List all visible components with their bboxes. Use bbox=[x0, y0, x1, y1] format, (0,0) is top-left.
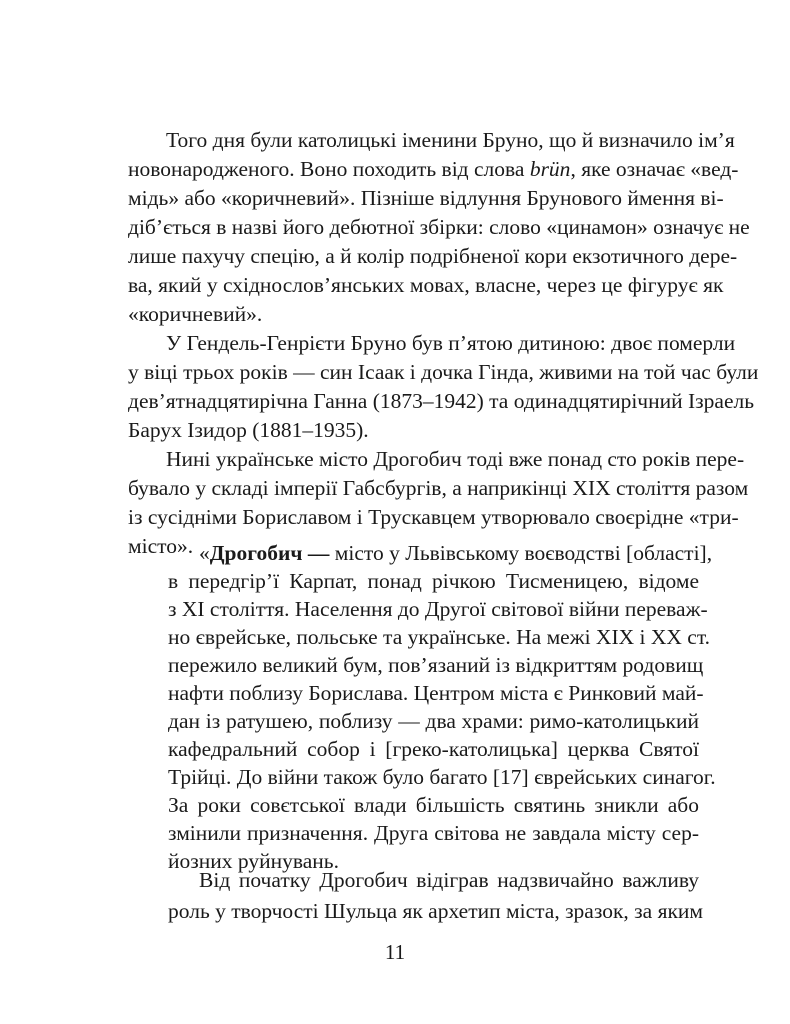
text-line: місто». bbox=[128, 534, 194, 558]
italic-word: brün bbox=[529, 157, 571, 181]
text-line: У Гендель-Генрієти Бруно був п’ятою дитиною: двоє померли bbox=[166, 331, 736, 355]
quote-line: змінили призначення. Друга світова не завдала місту сер- bbox=[168, 821, 699, 845]
quote-line: кафедральний собор і [греко-католицька] церква Святої bbox=[168, 737, 699, 761]
text-line: «коричневий». bbox=[128, 302, 263, 326]
quote-line: пережило великий бум, пов’язаний із відкриттям родовищ bbox=[168, 653, 704, 677]
text-line: діб’ється в назві його дебютної збірки: слово «цинамон» означує не bbox=[128, 215, 750, 239]
text-line: роль у творчості Шульца як архетип міста, зразок, за яким bbox=[168, 899, 704, 923]
quote-line: Трійці. До війни також було багато [17] єврейських синагог. bbox=[168, 765, 716, 789]
quote-line: в передгір’ї Карпат, понад річкою Тисменицею, відоме bbox=[168, 569, 699, 593]
quote-line: дан із ратушею, поблизу — два храми: римо-католицький bbox=[168, 709, 699, 733]
text-line: Того дня були католицькі іменини Бруно, що й визначило ім’я bbox=[166, 128, 735, 152]
quote-line: но єврейське, польське та українське. На межі XIX і XX ст. bbox=[168, 625, 710, 649]
quote-line: За роки совєтської влади більшість святинь зникли або bbox=[168, 793, 699, 817]
page-number: 11 bbox=[384, 940, 406, 964]
text-line: Нині українське місто Дрогобич тоді вже понад сто років пере- bbox=[166, 447, 745, 471]
quote-line bbox=[199, 539, 713, 567]
text-line: мідь» або «коричневий». Пізніше відлуння Брунового ймення ві- bbox=[128, 186, 724, 210]
quote-text: місто у Львівському воєводстві [області], bbox=[329, 541, 713, 565]
text-line: Від початку Дрогобич відіграв надзвичайно важливу bbox=[199, 868, 699, 892]
text-line: у віці трьох років — син Ісаак і дочка Гінда, живими на той час були bbox=[128, 360, 759, 384]
quote-line: нафти поблизу Борислава. Центром міста є Ринковий май- bbox=[168, 681, 704, 705]
text-line: новонародженого. Воно походить від слова brün, яке означає «вед- bbox=[128, 157, 739, 181]
text-line: Барух Ізидор (1881–1935). bbox=[128, 418, 369, 442]
text-line: бувало у складі імперії Габсбургів, а наприкінці XIX століття разом bbox=[128, 476, 749, 500]
quote-term: Дрогобич — bbox=[209, 541, 330, 565]
text-line: із сусідніми Бориславом і Трускавцем утворювало своєрідне «три- bbox=[128, 505, 739, 529]
quote-line: з XI століття. Населення до Другої світової війни переваж- bbox=[168, 597, 708, 621]
quote-open-mark: « bbox=[199, 541, 210, 565]
text-line: лише пахучу спецію, а й колір подрібненої кори екзотичного дере- bbox=[128, 244, 738, 268]
text-line: дев’ятнадцятирічна Ганна (1873–1942) та одинадцятирічний Ізраель bbox=[128, 389, 755, 413]
quote-line: йозних руйнувань. bbox=[168, 849, 339, 873]
text-line: ва, який у східнослов’янських мовах, власне, через це фігурує як bbox=[128, 273, 724, 297]
